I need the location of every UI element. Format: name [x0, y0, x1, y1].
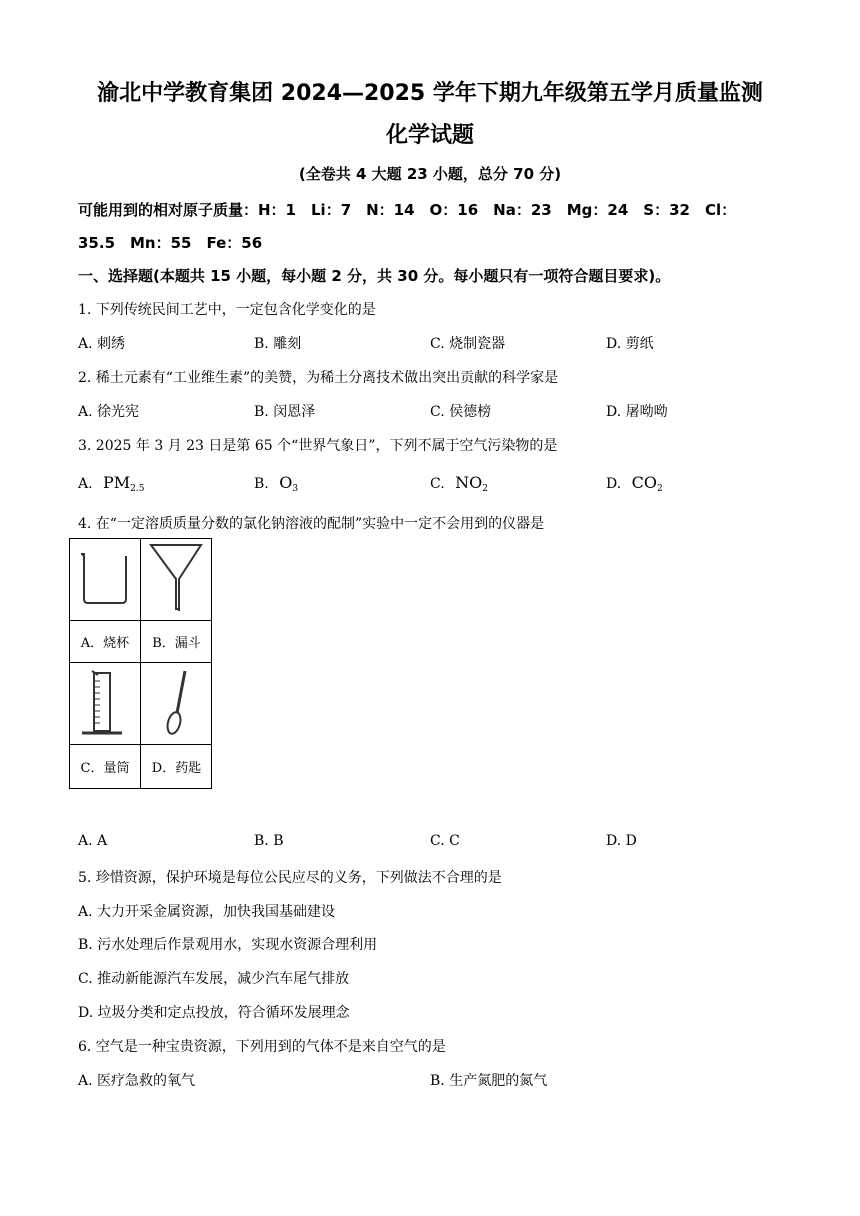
question-6-option-b: B. 生产氮肥的氮气	[430, 1073, 548, 1089]
question-4-option-d: D. D	[606, 833, 637, 849]
formula-subscript: 2	[482, 484, 488, 494]
formula-main: CO	[631, 473, 657, 492]
question-2-option-c: C. 侯德榜	[430, 404, 492, 420]
question-3-option-d	[606, 473, 663, 494]
question-4-option-c: C. C	[430, 833, 460, 849]
cell-funnel	[141, 539, 212, 621]
option-prefix: D.	[606, 476, 622, 492]
section-heading: 一、选择题(本题共 15 小题，每小题 2 分，共 30 分。每小题只有一项符合题目要求)。	[78, 267, 671, 285]
question-4-option-b: B. B	[254, 833, 284, 849]
table-label-a: A．烧杯	[70, 621, 141, 663]
cell-beaker	[70, 539, 141, 621]
formula-subscript: 2.5	[130, 484, 145, 494]
question-2-stem: 2. 稀土元素有“工业维生素”的美赞，为稀土分离技术做出突出贡献的科学家是	[78, 370, 559, 386]
beaker-icon	[70, 539, 141, 621]
question-2-option-a: A. 徐光宪	[78, 404, 140, 420]
question-4-stem: 4. 在“一定溶质质量分数的氯化钠溶液的配制”实验中一定不会用到的仪器是	[78, 516, 545, 532]
question-5-option-a: A. 大力开采金属资源，加快我国基础建设	[78, 904, 336, 920]
formula-subscript: 2	[657, 484, 663, 494]
option-prefix: C.	[430, 476, 445, 492]
formula-main: O	[279, 473, 293, 492]
question-1-option-b: B. 雕刻	[254, 336, 302, 352]
graduated-cylinder-icon	[70, 663, 141, 745]
question-3-option-a	[78, 473, 145, 494]
question-5-option-d: D. 垃圾分类和定点投放，符合循环发展理念	[78, 1005, 350, 1021]
page-title: 渝北中学教育集团 2024—2025 学年下期九年级第五学月质量监测	[97, 81, 763, 106]
table-label-b: B．漏斗	[141, 621, 212, 663]
question-2-option-d: D. 屠呦呦	[606, 404, 668, 420]
spatula-icon	[141, 663, 212, 745]
question-3-option-b	[254, 473, 298, 494]
formula-main: NO	[455, 473, 483, 492]
question-1-option-d: D. 剪纸	[606, 336, 654, 352]
question-6-option-a: A. 医疗急救的氧气	[78, 1073, 196, 1089]
option-prefix: A.	[78, 476, 93, 492]
question-3-option-c	[430, 473, 488, 494]
cell-cylinder	[70, 663, 141, 745]
question-4-option-a: A. A	[78, 833, 108, 849]
apparatus-table	[69, 538, 212, 789]
option-prefix: B.	[254, 476, 269, 492]
question-2-option-b: B. 闵恩泽	[254, 404, 316, 420]
question-5-stem: 5. 珍惜资源，保护环境是每位公民应尽的义务，下列做法不合理的是	[78, 870, 502, 886]
question-1-option-c: C. 烧制瓷器	[430, 336, 506, 352]
question-3-stem: 3. 2025 年 3 月 23 日是第 65 个“世界气象日”，下列不属于空气污染物的是	[78, 438, 558, 454]
table-label-c: C．量筒	[70, 745, 141, 788]
atomic-mass-line-1: 可能用到的相对原子质量：H：1 Li：7 N：14 O：16 Na：23 Mg：24 S：32 Cl：	[78, 201, 737, 219]
table-label-d: D．药匙	[151, 761, 202, 776]
cell-spatula	[141, 663, 212, 745]
formula-subscript: 3	[292, 484, 299, 494]
page-subject-title: 化学试题	[385, 123, 474, 148]
funnel-icon	[141, 539, 212, 621]
question-5-option-b: B. 污水处理后作景观用水，实现水资源合理利用	[78, 937, 378, 953]
atomic-mass-line-2: 35.5 Mn：55 Fe：56	[78, 234, 263, 252]
question-5-option-c: C. 推动新能源汽车发展，减少汽车尾气排放	[78, 971, 350, 987]
question-6-stem: 6. 空气是一种宝贵资源，下列用到的气体不是来自空气的是	[78, 1039, 446, 1055]
question-1-stem: 1. 下列传统民间工艺中，一定包含化学变化的是	[78, 302, 376, 318]
page-subtitle: (全卷共 4 大题 23 小题，总分 70 分)	[298, 165, 562, 183]
question-1-option-a: A. 刺绣	[78, 336, 126, 352]
formula-main: PM	[103, 473, 131, 492]
